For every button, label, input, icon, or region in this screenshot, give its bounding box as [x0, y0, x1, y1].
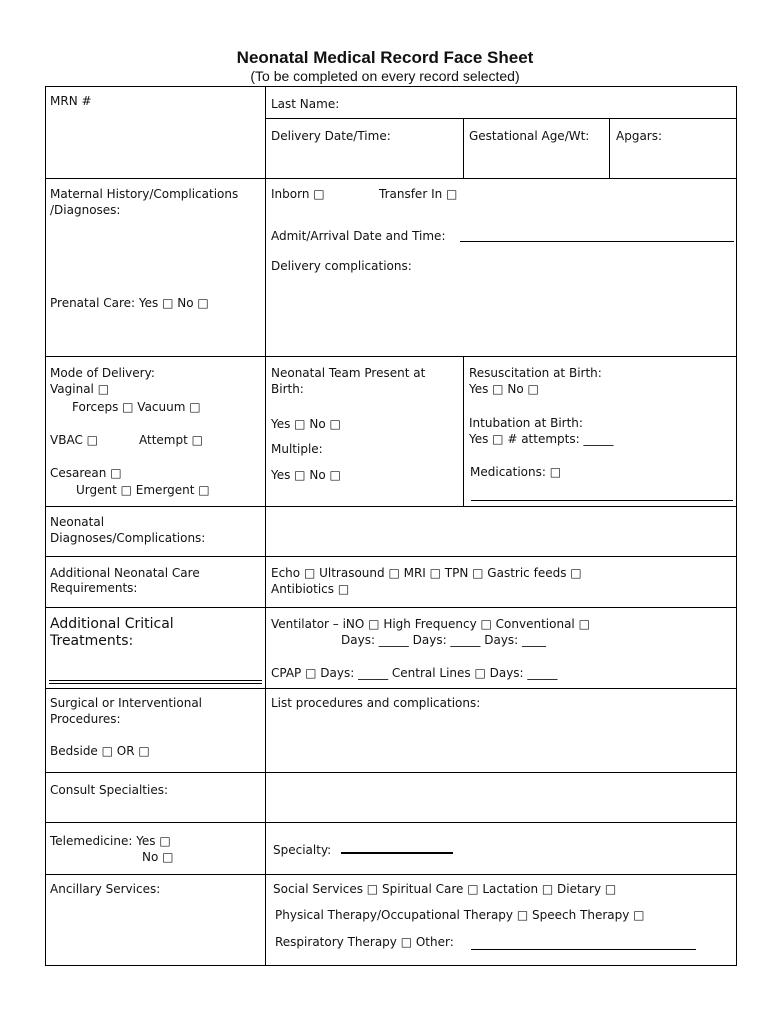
vbac-checkbox[interactable]: VBAC □ — [50, 433, 98, 447]
antibiotics-checkbox[interactable]: Antibiotics □ — [271, 582, 350, 596]
mrn-label: MRN # — [50, 94, 92, 108]
critical-underline — [49, 680, 262, 681]
telemedicine-no-checkbox[interactable]: No □ — [142, 850, 174, 864]
prenatal-care-checkboxes[interactable]: Prenatal Care: Yes □ No □ — [50, 296, 209, 310]
consult-specialties-label: Consult Specialties: — [50, 783, 168, 797]
apgars-label: Apgars: — [616, 129, 663, 143]
subcolumn-divider — [463, 356, 464, 507]
maternal-history-label: Maternal History/Complications — [50, 187, 239, 201]
surgical-label: Surgical or Interventional — [50, 696, 203, 710]
care-options-checkboxes[interactable]: Echo □ Ultrasound □ MRI □ TPN □ Gastric feeds □ — [271, 566, 582, 580]
critical-treatments-label-cont: Treatments: — [50, 633, 134, 649]
ancillary-services-row2[interactable]: Physical Therapy/Occupational Therapy □ Speech Therapy □ — [275, 908, 645, 922]
attempt-checkbox[interactable]: Attempt □ — [139, 433, 203, 447]
team-present-label: Neonatal Team Present at — [271, 366, 426, 380]
row-divider — [45, 688, 737, 689]
delivery-complications-label: Delivery complications: — [271, 259, 412, 273]
team-present-checkboxes[interactable]: Yes □ No □ — [271, 417, 341, 431]
admit-arrival-line[interactable] — [460, 241, 734, 242]
row-divider — [45, 356, 737, 357]
table-border-left — [45, 86, 46, 966]
intubation-attempts[interactable]: Yes □ # attempts: _____ — [469, 432, 614, 446]
cpap-central-lines[interactable]: CPAP □ Days: _____ Central Lines □ Days: _____ — [271, 666, 558, 680]
ancillary-services-label: Ancillary Services: — [50, 882, 161, 896]
telemedicine-yes-checkbox[interactable]: Telemedicine: Yes □ — [50, 834, 171, 848]
neonatal-dx-label: Neonatal — [50, 515, 105, 529]
list-procedures-label: List procedures and complications: — [271, 696, 481, 710]
inborn-checkbox[interactable]: Inborn □ — [271, 187, 325, 201]
gestational-age-label: Gestational Age/Wt: — [469, 129, 590, 143]
maternal-history-label-cont: /Diagnoses: — [50, 203, 121, 217]
table-border-right — [736, 86, 737, 966]
specialty-line[interactable] — [341, 852, 453, 854]
additional-care-label-cont: Requirements: — [50, 581, 138, 595]
bedside-or-checkboxes[interactable]: Bedside □ OR □ — [50, 744, 150, 758]
mode-of-delivery-label: Mode of Delivery: — [50, 366, 155, 380]
critical-treatments-label: Additional Critical — [50, 616, 174, 632]
column-divider — [265, 86, 266, 966]
medications-line[interactable] — [471, 500, 733, 501]
vaginal-checkbox[interactable]: Vaginal □ — [50, 382, 110, 396]
other-line[interactable] — [471, 949, 696, 950]
row-divider — [45, 178, 737, 179]
multiple-label: Multiple: — [271, 442, 323, 456]
additional-care-label: Additional Neonatal Care — [50, 566, 200, 580]
surgical-label-cont: Procedures: — [50, 712, 121, 726]
row-divider — [45, 874, 737, 875]
multiple-checkboxes[interactable]: Yes □ No □ — [271, 468, 341, 482]
resuscitation-checkboxes[interactable]: Yes □ No □ — [469, 382, 539, 396]
team-present-label-cont: Birth: — [271, 382, 304, 396]
resuscitation-label: Resuscitation at Birth: — [469, 366, 602, 380]
transfer-in-checkbox[interactable]: Transfer In □ — [379, 187, 458, 201]
intubation-label: Intubation at Birth: — [469, 416, 583, 430]
table-border-top — [45, 86, 737, 87]
critical-underline — [49, 683, 262, 684]
specialty-label: Specialty: — [273, 843, 332, 857]
forceps-vacuum-checkboxes[interactable]: Forceps □ Vacuum □ — [72, 400, 201, 414]
row-divider — [45, 556, 737, 557]
row-divider — [45, 822, 737, 823]
ancillary-services-row1[interactable]: Social Services □ Spiritual Care □ Lactation □ Dietary □ — [273, 882, 617, 896]
neonatal-dx-label-cont: Diagnoses/Complications: — [50, 531, 206, 545]
row-divider — [266, 118, 737, 119]
ventilator-days[interactable]: Days: _____ Days: _____ Days: ____ — [341, 633, 547, 647]
row-divider — [45, 607, 737, 608]
cesarean-checkbox[interactable]: Cesarean □ — [50, 466, 122, 480]
page-subtitle: (To be completed on every record selected) — [250, 68, 520, 84]
page-title: Neonatal Medical Record Face Sheet — [236, 48, 534, 67]
subcolumn-divider — [463, 118, 464, 179]
row-divider — [45, 772, 737, 773]
subcolumn-divider — [609, 118, 610, 179]
medications-checkbox[interactable]: Medications: □ — [470, 465, 562, 479]
row-divider — [45, 506, 737, 507]
urgent-emergent-checkboxes[interactable]: Urgent □ Emergent □ — [76, 483, 210, 497]
delivery-datetime-label: Delivery Date/Time: — [271, 129, 391, 143]
ancillary-services-row3[interactable]: Respiratory Therapy □ Other: — [275, 935, 454, 949]
admit-arrival-label: Admit/Arrival Date and Time: — [271, 229, 446, 243]
last-name-label: Last Name: — [271, 97, 340, 111]
ventilator-checkboxes[interactable]: Ventilator – iNO □ High Frequency □ Conventional □ — [271, 617, 590, 631]
table-border-bottom — [45, 965, 737, 966]
